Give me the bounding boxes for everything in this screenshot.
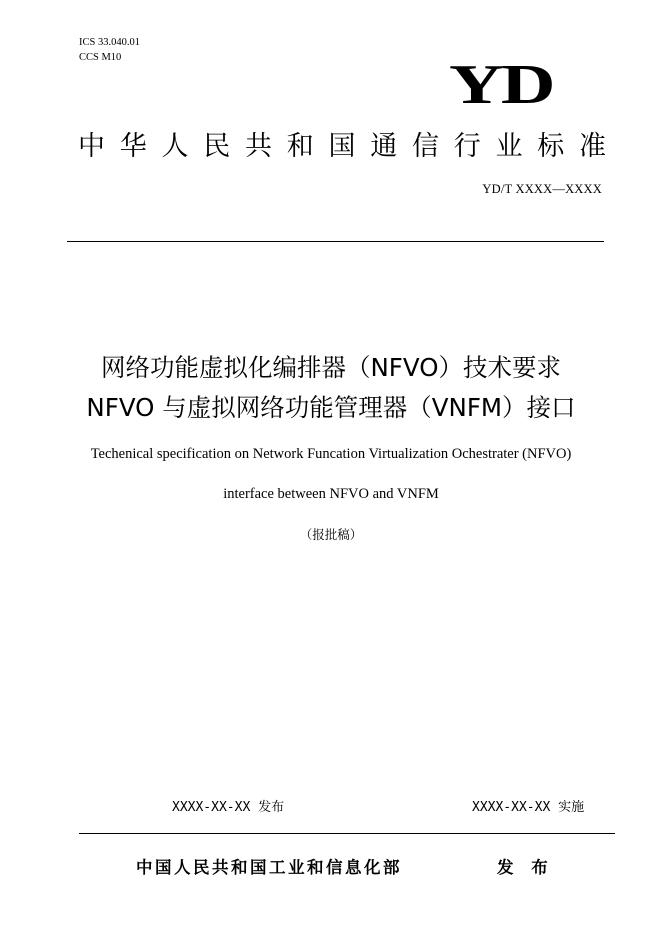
heading-char: 准 [579,131,606,162]
heading-char: 标 [537,131,565,162]
ccs-code: CCS M10 [79,52,122,63]
draft-status: （报批稿） [299,527,363,542]
heading-char: 共 [245,131,272,162]
publish-date: XXXX-XX-XX 发布 [172,800,285,815]
heading-char: 中 [78,131,105,162]
title-en-line2: interface between NFVO and VNFM [223,486,439,502]
implement-date: XXXX-XX-XX 实施 [472,800,585,815]
heading-char: 通 [370,131,398,162]
heading-char: 民 [203,131,231,162]
yd-logo: YD [449,54,553,116]
title-en-line1: Techenical specification on Network Funcation Virtualization Ochestrater (NFVO) [90,446,572,462]
ics-code: ICS 33.040.01 [79,37,140,48]
heading-char: 人 [161,131,189,162]
heading-char: 和 [286,131,314,162]
issue-label: 发 布 [497,858,554,877]
industry-standard-heading [78,130,606,164]
bottom-divider [79,833,615,834]
title-zh-line2: NFVO 与虚拟网络功能管理器（VNFM）接口 [86,393,576,422]
classification-codes [79,35,140,65]
issuing-authority: 中国人民共和国工业和信息化部 [136,858,402,877]
heading-char: 华 [119,131,147,162]
top-divider [67,241,604,242]
title-zh-line1: 网络功能虚拟化编排器（NFVO）技术要求 [100,353,562,382]
standard-number: YD/T XXXX—XXXX [482,182,602,196]
heading-char: 信 [412,131,439,162]
heading-char: 国 [328,131,356,162]
heading-char: 行 [453,131,481,162]
heading-char: 业 [495,131,523,162]
